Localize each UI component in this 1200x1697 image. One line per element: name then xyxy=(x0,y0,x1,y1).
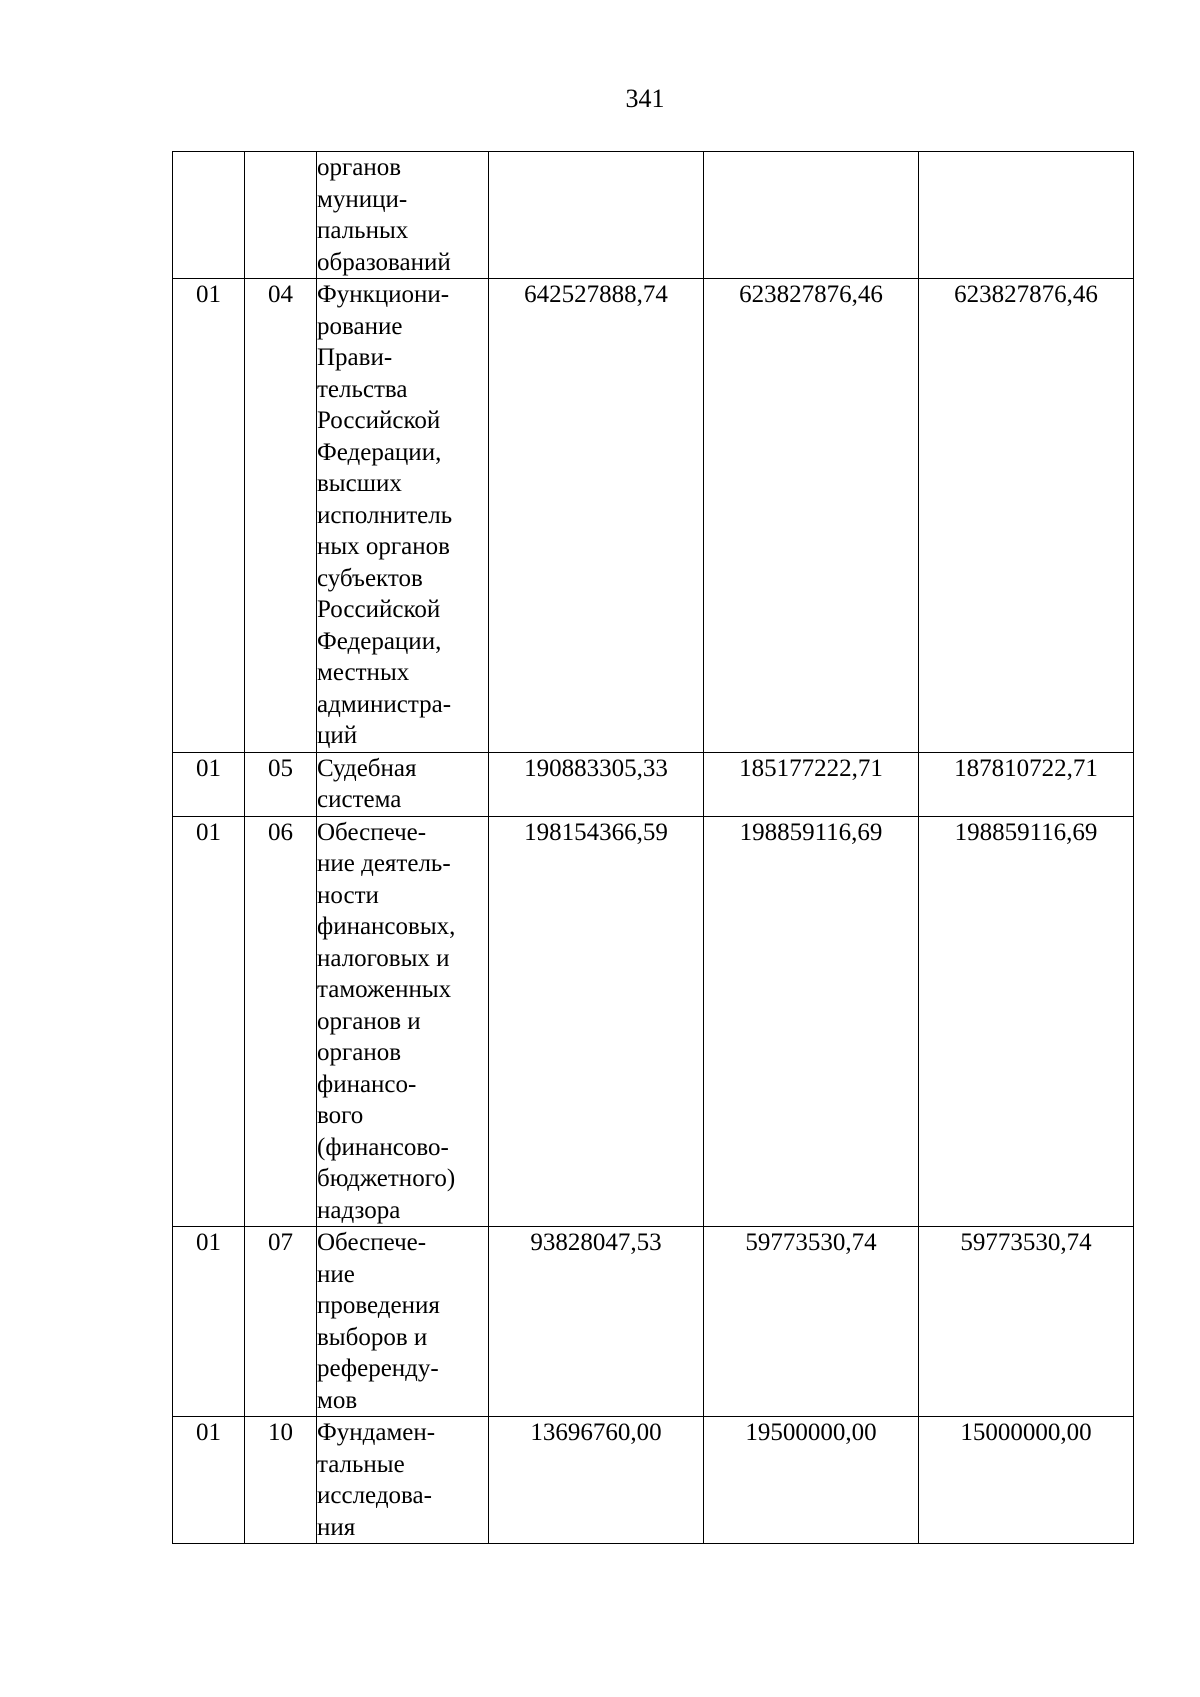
table-row xyxy=(173,752,1134,816)
section-code-cell: 01 xyxy=(173,1417,245,1544)
table-row xyxy=(173,816,1134,1227)
budget-table-body xyxy=(173,152,1134,1544)
section-code-cell xyxy=(173,152,245,279)
subsection-code-cell: 07 xyxy=(245,1227,317,1417)
amount-cell-1: 13696760,00 xyxy=(489,1417,704,1544)
table-row xyxy=(173,1417,1134,1544)
item-name-cell: органов муници- пальных образований xyxy=(317,152,489,279)
item-name-cell: Функциони- рование Прави- тельства Российской Федерации, высших исполнитель ных органов субъектов Российской Федерации, местных администра- ций xyxy=(317,279,489,753)
amount-cell-2: 59773530,74 xyxy=(704,1227,919,1417)
subsection-code-cell: 06 xyxy=(245,816,317,1227)
amount-cell-3 xyxy=(919,152,1134,279)
amount-cell-3: 187810722,71 xyxy=(919,752,1134,816)
item-name-cell: Обеспече- ние деятель- ности финансовых, налоговых и таможенных органов и органов финансо- вого (финансово- бюджетного) надзора xyxy=(317,816,489,1227)
amount-cell-2: 198859116,69 xyxy=(704,816,919,1227)
amount-cell-1 xyxy=(489,152,704,279)
section-code-cell: 01 xyxy=(173,279,245,753)
subsection-code-cell: 10 xyxy=(245,1417,317,1544)
item-name-cell: Обеспече- ние проведения выборов и референду- мов xyxy=(317,1227,489,1417)
amount-cell-3: 198859116,69 xyxy=(919,816,1134,1227)
amount-cell-3: 623827876,46 xyxy=(919,279,1134,753)
section-code-cell: 01 xyxy=(173,816,245,1227)
section-code-cell: 01 xyxy=(173,752,245,816)
table-row xyxy=(173,1227,1134,1417)
subsection-code-cell xyxy=(245,152,317,279)
amount-cell-2: 623827876,46 xyxy=(704,279,919,753)
subsection-code-cell: 04 xyxy=(245,279,317,753)
item-name-cell: Фундамен- тальные исследова- ния xyxy=(317,1417,489,1544)
budget-table xyxy=(172,151,1134,1544)
amount-cell-1: 198154366,59 xyxy=(489,816,704,1227)
amount-cell-3: 15000000,00 xyxy=(919,1417,1134,1544)
amount-cell-1: 642527888,74 xyxy=(489,279,704,753)
section-code-cell: 01 xyxy=(173,1227,245,1417)
item-name-cell: Судебная система xyxy=(317,752,489,816)
amount-cell-1: 93828047,53 xyxy=(489,1227,704,1417)
table-row xyxy=(173,152,1134,279)
amount-cell-1: 190883305,33 xyxy=(489,752,704,816)
table-row xyxy=(173,279,1134,753)
subsection-code-cell: 05 xyxy=(245,752,317,816)
amount-cell-2: 185177222,71 xyxy=(704,752,919,816)
amount-cell-2 xyxy=(704,152,919,279)
page-number: 341 xyxy=(625,84,665,113)
amount-cell-3: 59773530,74 xyxy=(919,1227,1134,1417)
amount-cell-2: 19500000,00 xyxy=(704,1417,919,1544)
